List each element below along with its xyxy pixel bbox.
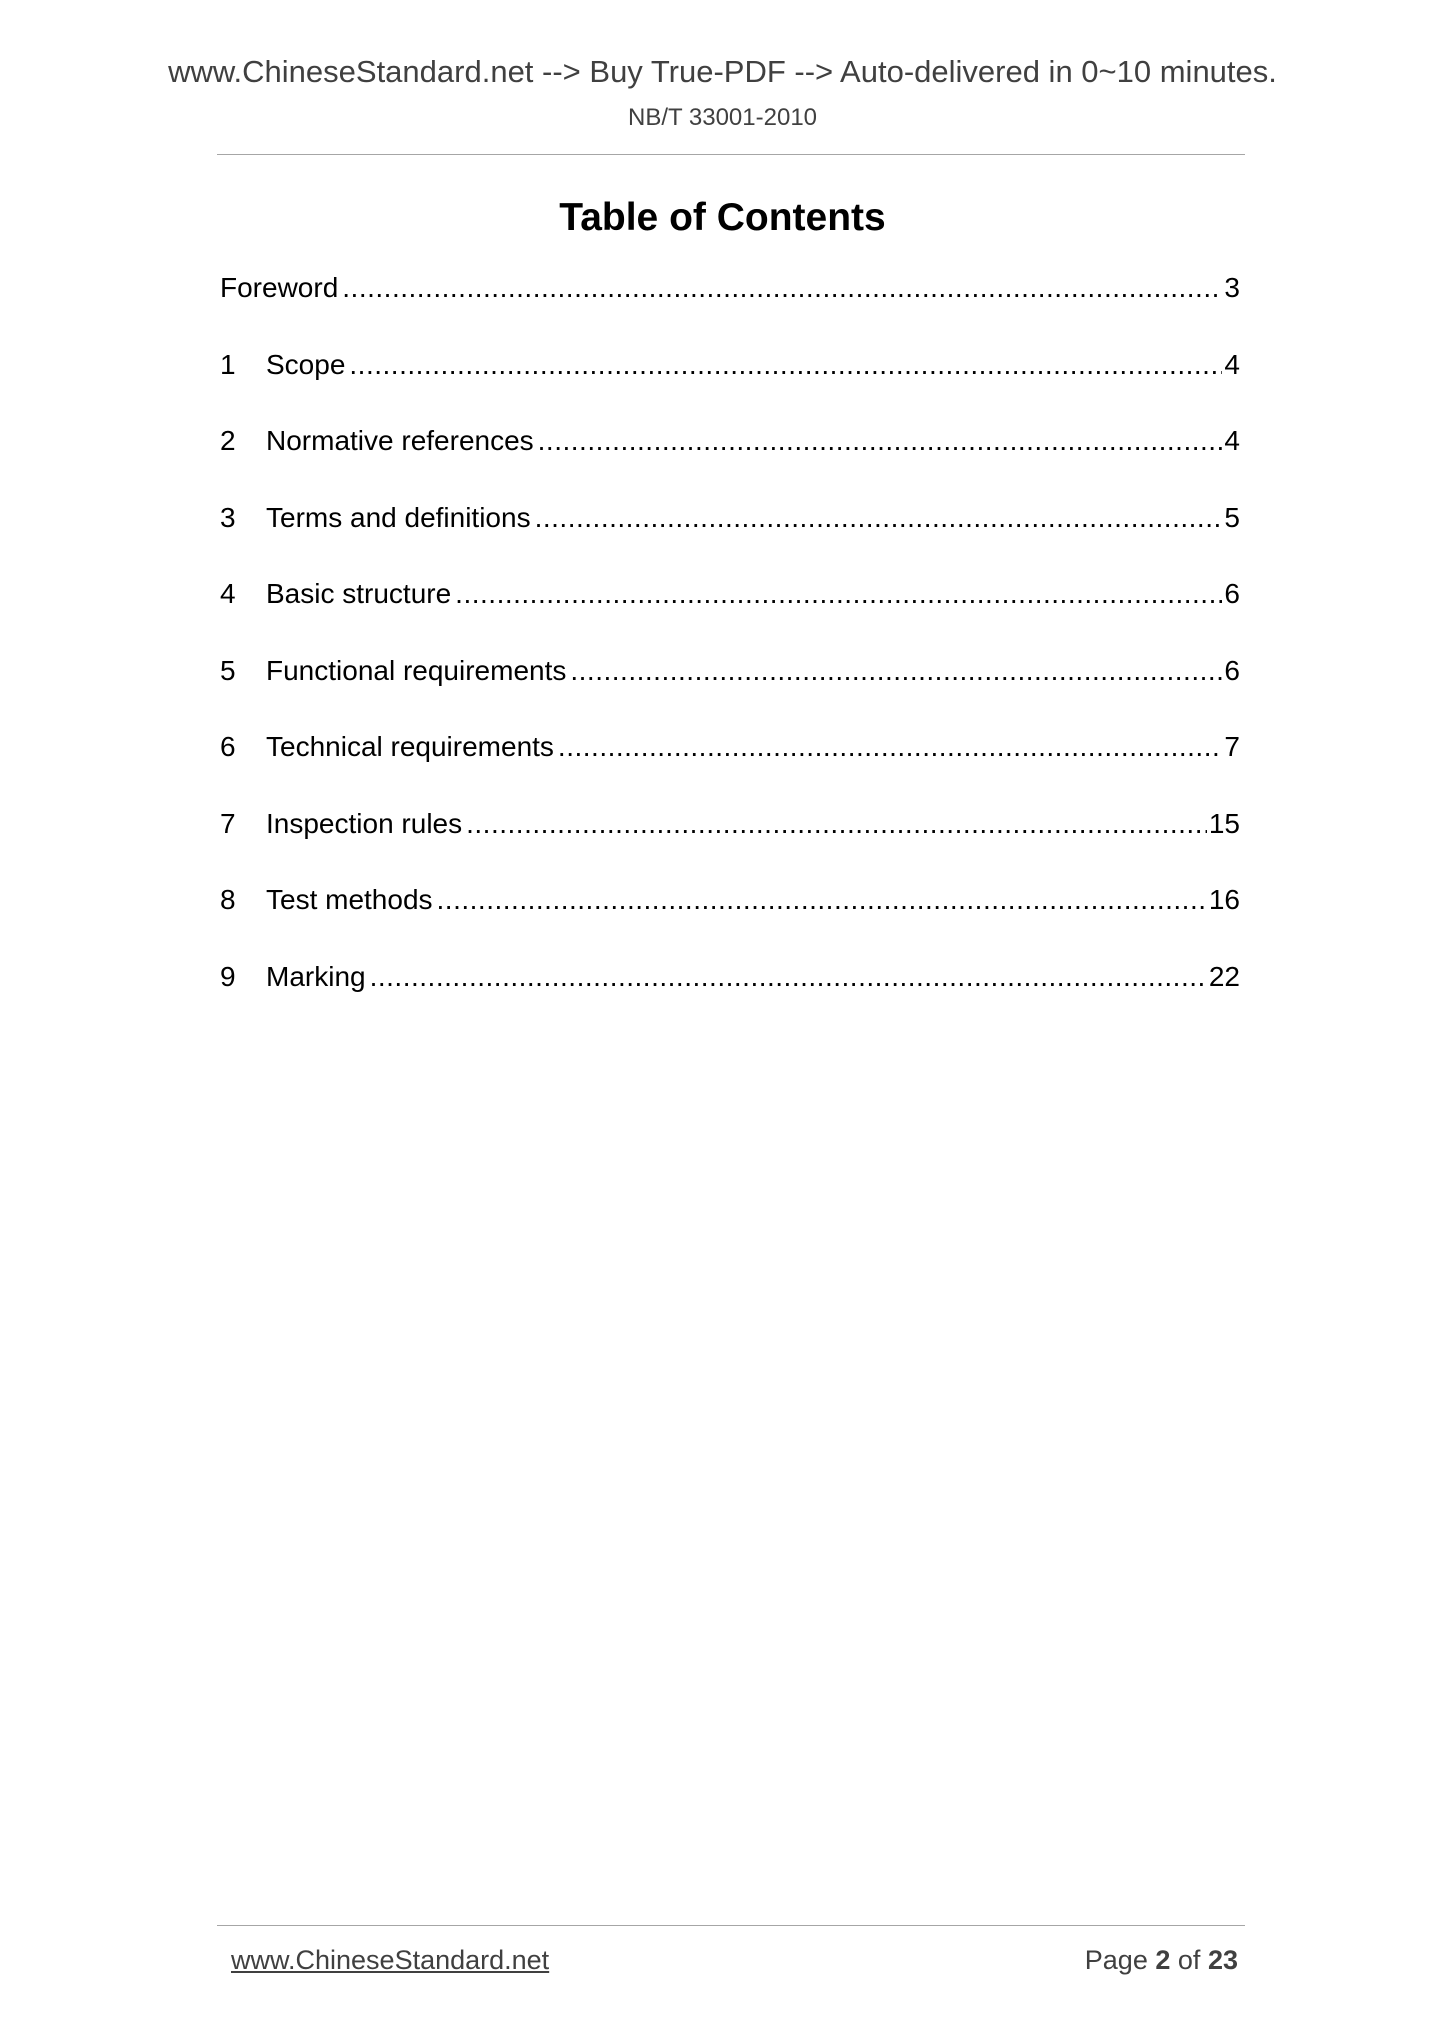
toc-entry-page: 6 [1224, 654, 1240, 686]
header-divider [217, 154, 1245, 155]
toc-entry-number: 1 [220, 348, 236, 380]
toc-dot-leader [342, 272, 1222, 304]
toc-entry-marking[interactable] [220, 961, 1240, 1038]
page-current: 2 [1155, 1945, 1171, 1975]
toc-dot-leader [570, 655, 1222, 687]
toc-dot-leader [455, 578, 1222, 610]
toc-entry-page: 4 [1224, 425, 1240, 456]
footer-website-link[interactable]: www.ChineseStandard.net [231, 1945, 550, 1975]
toc-entry-label: Functional requirements [266, 654, 567, 686]
toc-entry-label: Terms and definitions [266, 501, 531, 533]
toc-entry-page: 5 [1224, 501, 1240, 533]
document-number: NB/T 33001-2010 [627, 104, 818, 131]
toc-entry-label: Test methods [266, 884, 433, 915]
page-indicator [1085, 1945, 1238, 1976]
toc-entry-label: Marking [266, 960, 366, 992]
toc-entry-page: 7 [1224, 731, 1240, 762]
toc-entry-number: 8 [220, 884, 236, 915]
toc-entry-technical-requirements[interactable] [220, 731, 1240, 808]
toc-entry-page: 6 [1224, 578, 1240, 609]
toc-entry-number: 4 [220, 578, 236, 609]
toc-entry-number: 5 [220, 654, 236, 686]
toc-entry-label: Inspection rules [266, 807, 463, 839]
toc-entry-label: Foreword [220, 272, 339, 303]
toc-entry-functional-requirements[interactable] [220, 655, 1240, 732]
toc-entry-page: 15 [1208, 807, 1240, 839]
toc-entry-test-methods[interactable] [220, 884, 1240, 961]
toc-dot-leader [349, 349, 1222, 381]
toc-entry-foreword[interactable] [220, 272, 1240, 349]
toc-dot-leader [558, 731, 1223, 763]
toc-entry-page: 3 [1224, 272, 1240, 303]
toc-entry-basic-structure[interactable] [220, 578, 1240, 655]
toc-entry-label: Normative references [266, 425, 534, 456]
toc-entry-label: Basic structure [266, 578, 452, 609]
toc-dot-leader [370, 961, 1207, 993]
toc-entry-number: 7 [220, 807, 236, 839]
toc-entry-terms-and-definitions[interactable] [220, 502, 1240, 579]
toc-dot-leader [466, 808, 1207, 840]
toc-entry-number: 3 [220, 501, 236, 533]
toc-dot-leader [538, 425, 1223, 457]
toc-entry-number: 6 [220, 731, 236, 762]
page-label: Page [1084, 1945, 1148, 1975]
toc-entry-page: 4 [1224, 348, 1240, 380]
toc-entry-inspection-rules[interactable] [220, 808, 1240, 885]
page-of-label: of [1177, 1945, 1201, 1975]
toc-dot-leader [535, 502, 1223, 534]
header-banner: www.ChineseStandard.net --> Buy True-PDF --> Auto-delivered in 0~10 minutes. [168, 54, 1277, 89]
toc-dot-leader [437, 884, 1207, 916]
toc-entry-normative-references[interactable] [220, 425, 1240, 502]
toc-entry-label: Scope [266, 348, 346, 380]
toc-entry-scope[interactable] [220, 349, 1240, 426]
page-total: 23 [1207, 1945, 1238, 1975]
toc-entry-label: Technical requirements [266, 731, 554, 762]
toc-entry-number: 2 [220, 425, 236, 456]
footer-divider [217, 1925, 1245, 1926]
toc-entry-page: 22 [1208, 960, 1240, 992]
toc-entry-page: 16 [1208, 884, 1240, 915]
table-of-contents [220, 272, 1240, 1037]
page-title: Table of Contents [559, 196, 886, 239]
toc-entry-number: 9 [220, 960, 236, 992]
